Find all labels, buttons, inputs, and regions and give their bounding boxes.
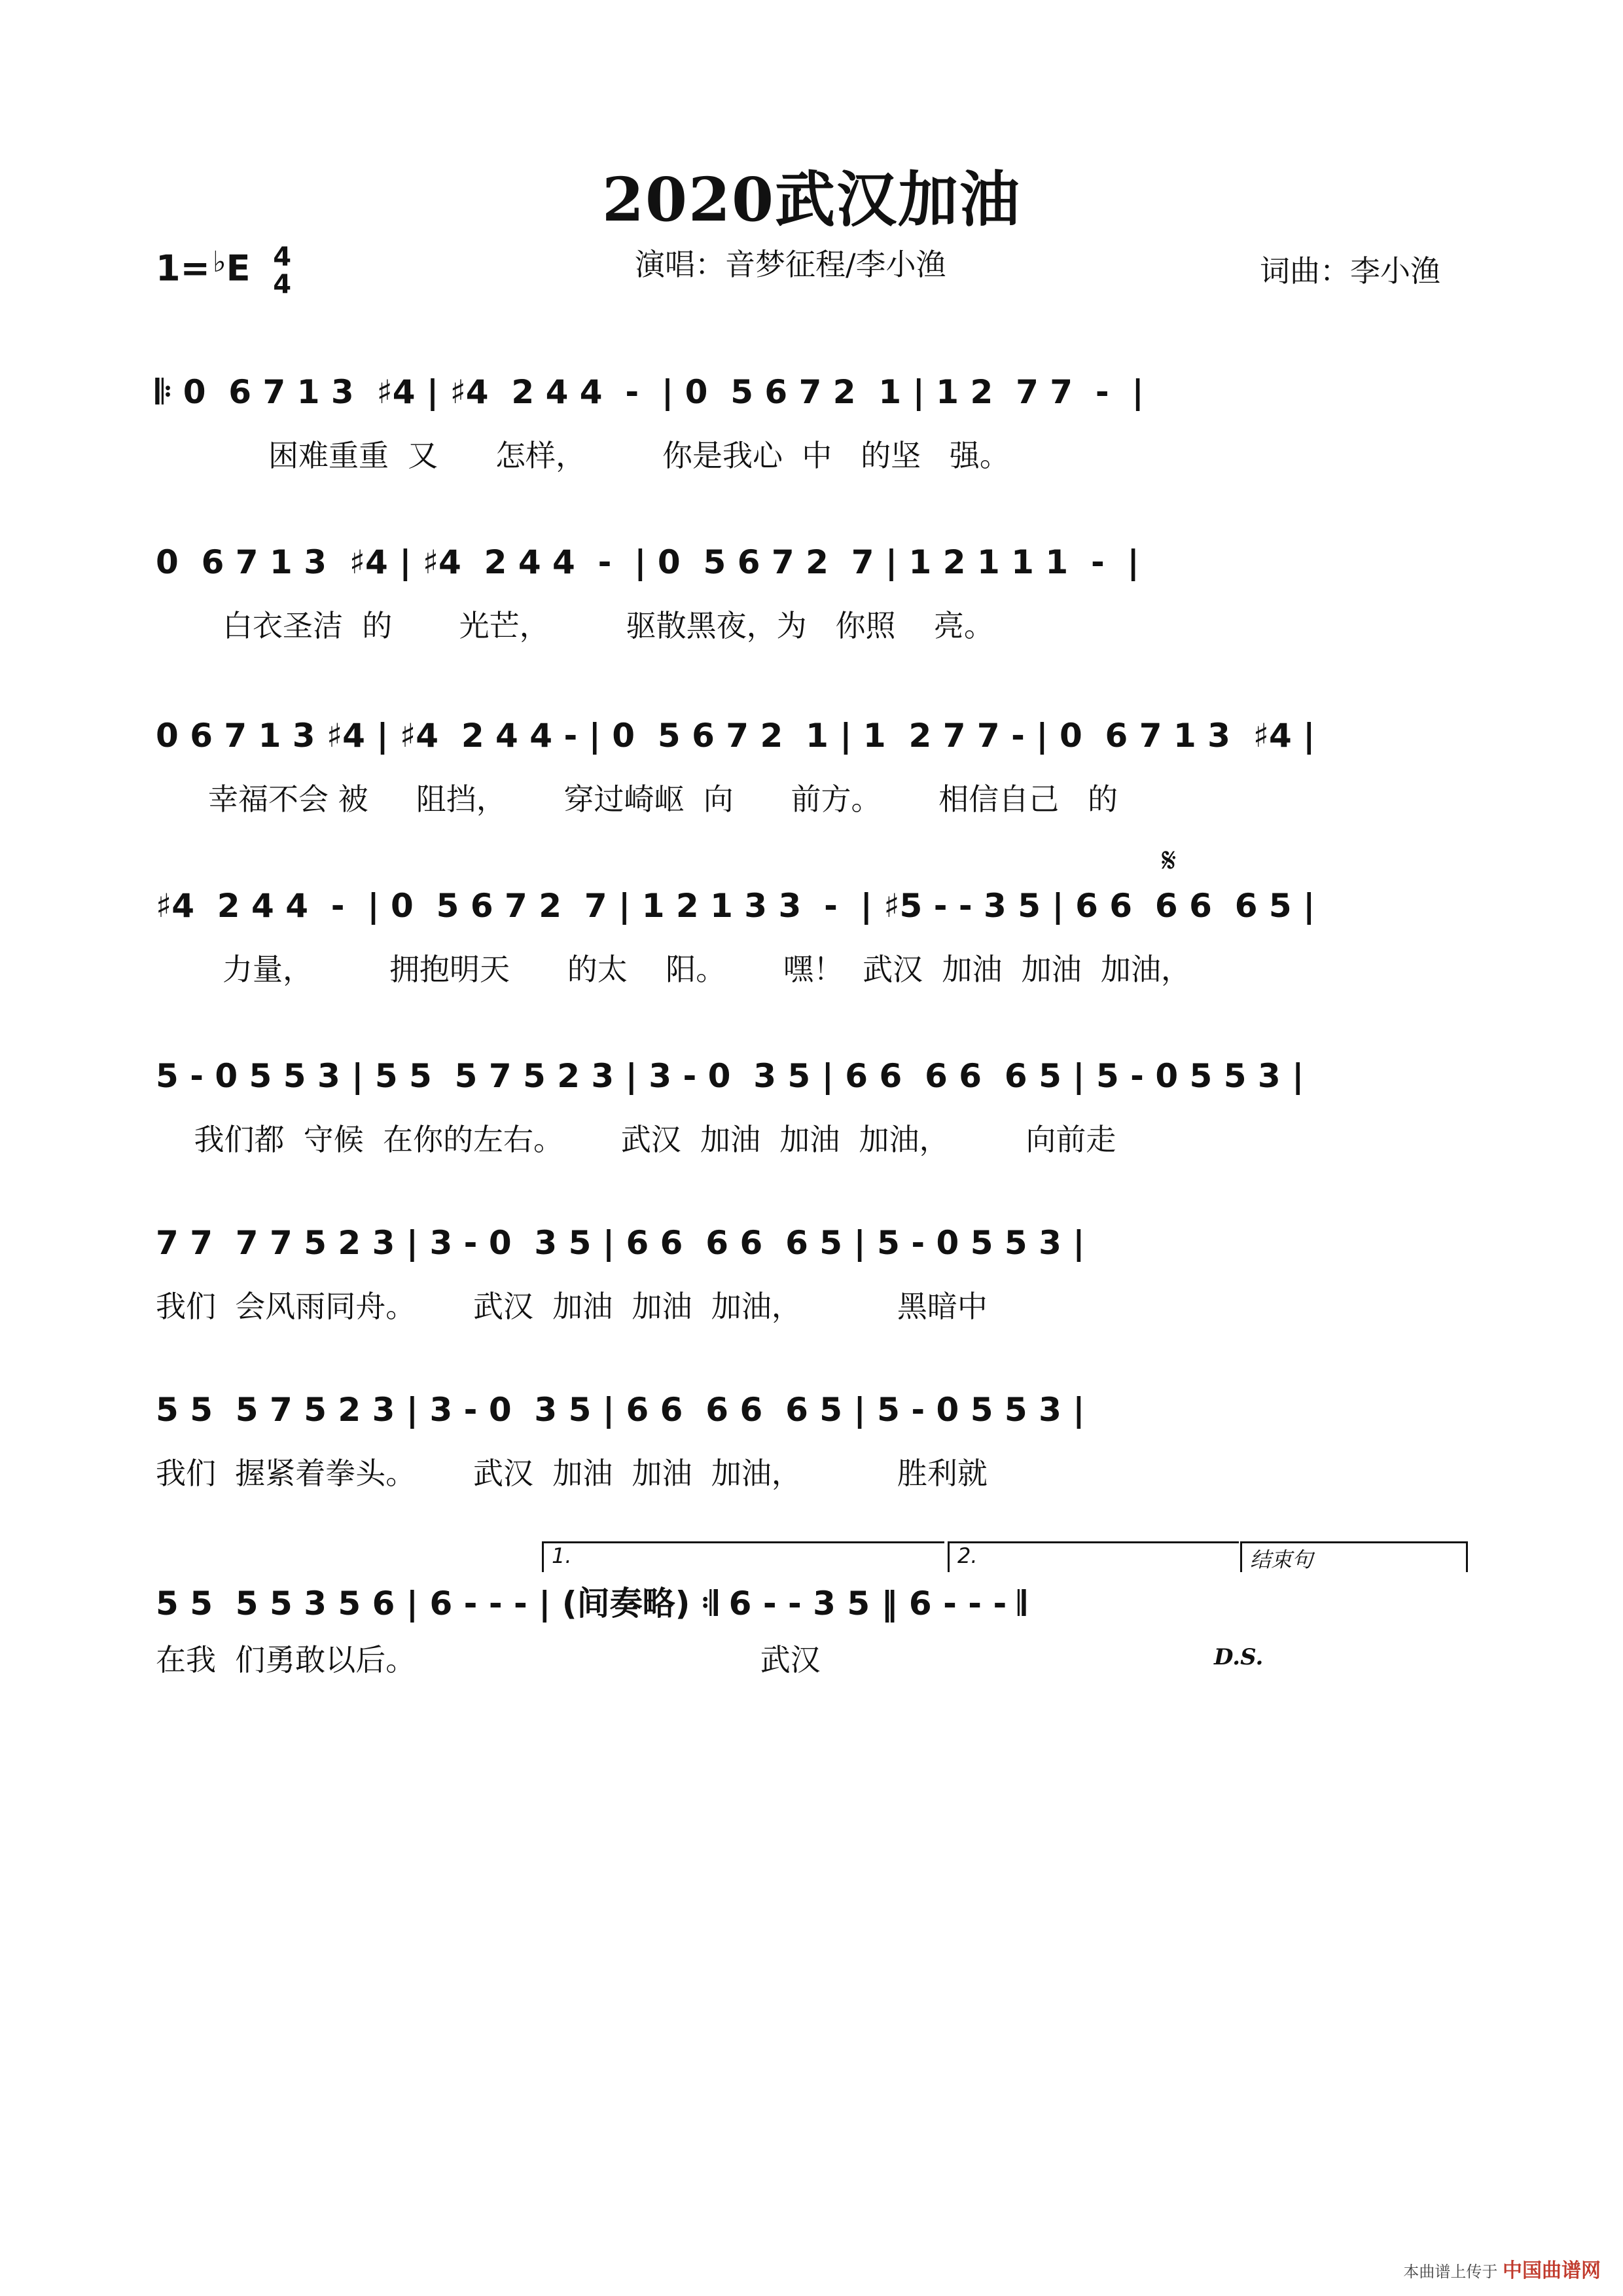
lyrics-line: 我们 会风雨同舟。 武汉 加油 加油 加油， 黑暗中: [156, 1289, 988, 1324]
singer-credit: 演唱：音梦征程/李小渔: [635, 247, 946, 282]
lyrics-line: 我们都 守候 在你的左右。 武汉 加油 加油 加油， 向前走: [156, 1122, 1116, 1157]
notes-line: ♯4 2 4 4 - | 0 5 6 7 2 7 | 1 2 1 3 3 - | ♯5 - - 3 5 | 6 6 6 6 6 5 |: [156, 887, 1315, 925]
lyrics-line: 白衣圣洁 的 光芒， 驱散黑夜，为 你照 亮。: [223, 608, 994, 643]
volta-first-ending: 1.: [542, 1541, 944, 1572]
lyrics-line: 力量， 拥抱明天 的太 阳。 嘿！ 武汉 加油 加油 加油，: [223, 952, 1191, 987]
flat-sign: ♭: [212, 245, 226, 279]
volta-second-ending: 2.: [948, 1541, 1239, 1572]
score-system-5: [0, 1057, 1623, 1188]
notes-line: 7 7 7 7 5 2 3 | 3 - 0 3 5 | 6 6 6 6 6 5 | 5 - 0 5 5 3 |: [156, 1224, 1085, 1262]
notes-line: 5 5 5 7 5 2 3 | 3 - 0 3 5 | 6 6 6 6 6 5 | 5 - 0 5 5 3 |: [156, 1391, 1085, 1429]
notes-line: 5 - 0 5 5 3 | 5 5 5 7 5 2 3 | 3 - 0 3 5 | 6 6 6 6 6 5 | 5 - 0 5 5 3 |: [156, 1057, 1304, 1095]
score-system-3: [0, 717, 1623, 848]
composer-credit: 词曲：李小渔: [1260, 253, 1440, 289]
segno-sign: 𝄋: [1162, 841, 1177, 880]
time-bottom: 4: [273, 270, 292, 300]
time-signature: [273, 243, 291, 298]
ending-phrase-bracket: 结束句: [1240, 1541, 1468, 1572]
score-system-6: [0, 1224, 1623, 1355]
lyrics-line: 幸福不会 被 阻挡， 穿过崎岖 向 前方。 相信自己 的: [208, 781, 1118, 817]
footer-brand: 中国曲谱网: [1503, 2259, 1601, 2282]
score-system-7: [0, 1391, 1623, 1522]
lyrics-line: 在我 们勇敢以后。 武汉: [156, 1642, 821, 1677]
lyrics-line: 困难重重 又 怎样， 你是我心 中 的坚 强。: [268, 438, 1010, 473]
key-prefix: 1=: [156, 247, 210, 289]
lyrics-line: 我们 握紧着拳头。 武汉 加油 加油 加油， 胜利就: [156, 1456, 988, 1491]
key-signature: [156, 243, 291, 298]
notes-line: 5 5 5 5 3 5 6 | 6 - - - | (间奏略) 𝄇 6 - - 3 5 ‖ 6 - - - 𝄂: [156, 1585, 1026, 1623]
footer-credit: [1403, 2254, 1601, 2283]
score-system-4: [0, 841, 1623, 1018]
song-title: 2020武汉加油: [601, 164, 1022, 235]
key-note: E: [226, 247, 251, 289]
notes-line: 𝄆 0 6 7 1 3 ♯4 | ♯4 2 4 4 - | 0 5 6 7 2 1 | 1 2 7 7 - |: [156, 373, 1144, 411]
score-system-2: [0, 543, 1623, 674]
time-top: 4: [273, 242, 292, 272]
notes-line: 0 6 7 1 3 ♯4 | ♯4 2 4 4 - | 0 5 6 7 2 1 | 1 2 7 7 - | 0 6 7 1 3 ♯4 |: [156, 717, 1315, 755]
score-system-1: [0, 373, 1623, 504]
score-system-8: [0, 1577, 1623, 1708]
dal-segno-mark: D.S.: [1214, 1644, 1264, 1670]
notes-line: 0 6 7 1 3 ♯4 | ♯4 2 4 4 - | 0 5 6 7 2 7 | 1 2 1 1 1 - |: [156, 543, 1139, 581]
footer-text: 本曲谱上传于: [1403, 2263, 1498, 2281]
